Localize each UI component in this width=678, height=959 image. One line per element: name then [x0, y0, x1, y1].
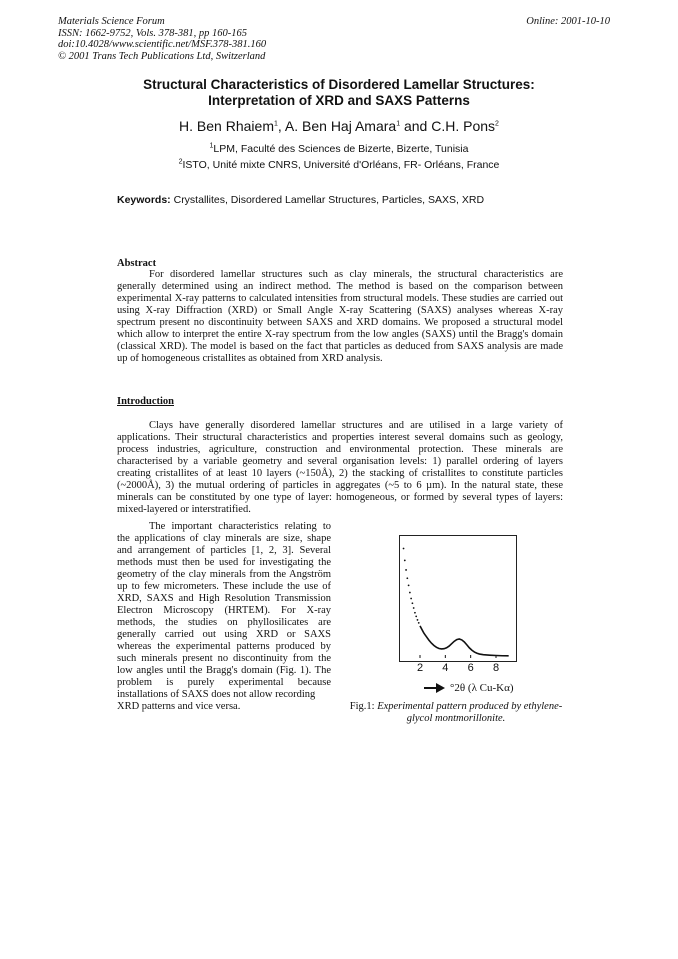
affiliation [110, 143, 568, 155]
paragraph-text: Clays have generally disordered lamellar structures and are utilised in a large variety of applications. Their structural characteristics and properties interest several domains such as geology, process industries, agriculture, construction and environmental protection. These minerals are characterised by a variable geometry and several organisation levels: 1) parallel ordering of layers creating cristallites of at least 10 layers (~150Å), 2) the stacking of cristallites to constitute particles (~2000Å), 3) the mutual ordering of particles in aggregates (~5 to 6 µm). In the natural state, these minerals can be constituted by one type of layer: homogeneous, or formed by several types of layers: mixed-layered or interstratified. [117, 420, 563, 515]
x-axis-label [424, 682, 514, 694]
figure-caption [345, 701, 567, 725]
title-line-2: Interpretation of XRD and SAXS Patterns [208, 93, 470, 108]
doi-line: doi:10.4028/www.scientific.net/MSF.378-381.160 [58, 39, 267, 50]
x-tick-label: 6 [467, 662, 474, 674]
data-point [418, 622, 420, 624]
keywords-text: Crystallites, Disordered Lamellar Structures, Particles, SAXS, XRD [170, 194, 485, 206]
author-separator: and [400, 118, 432, 134]
abstract-heading: Abstract [117, 258, 157, 269]
caption-text: Experimental pattern produced by ethylene-glycol montmorillonite. [374, 701, 563, 724]
journal-name: Materials Science Forum [58, 16, 165, 27]
caption-label: Fig.1: [349, 701, 375, 712]
data-point [404, 560, 406, 562]
keywords-label: Keywords: [117, 194, 171, 206]
abstract-text: For disordered lamellar structures such as clay minerals, the structural characteristics are generally determined using an indirect method. The method is based on the comparison between experimental X-ray patterns to calculated intensities from structural models. These studies are carried out using X-ray Diffraction (XRD) or Small Angle X-ray Scattering (SAXS) analyses whereas X-ray spectrum present no discontinuity between SAXS and XRD domains. We proposed a structural model which allow to interpret the entire X-ray spectrum from the low angles (SAXS) until the Bragg's domain (classical XRD). The model is based on the fact that particles as deduced from SAXS analysis are made up of homogeneous cristallites as obtained from XRD analysis. [117, 269, 563, 364]
introduction-para-1 [117, 420, 563, 516]
paragraph-last-line: XRD patterns and vice versa. [117, 701, 241, 712]
paragraph-text: The important characteristics relating to the applications of clay minerals are size, shape and arrangement of particles [1, 2, 3]. Several methods must then be used for investigating the geometry of the clay minerals from the Angström up to few micrometers. These include the use of XRD, SAXS and High Resolution Transmission Electron Microscopy (HRTEM). For X-ray methods, the studies on phyllosilicates are generally carried out using XRD or SAXS whereas the experimental patterns produced by such minerals present no discontinuity from the low angles until the Bragg's domain (Fig. 1). The problem is purely experimental because installations of SAXS does not allow recording [117, 521, 331, 700]
online-date: Online: 2001-10-10 [526, 16, 610, 27]
x-tick-label: 8 [492, 662, 500, 674]
keywords [117, 194, 484, 206]
plot-area [403, 548, 509, 656]
data-point [408, 585, 410, 587]
series-line [420, 626, 509, 656]
x-axis-unit: °2θ (λ Cu-Kα) [450, 682, 514, 694]
title-line-1: Structural Characteristics of Disordered Lamellar Structures: [143, 77, 535, 92]
affiliation-sup: 1 [209, 142, 214, 150]
affiliation-text: LPM, Faculté des Sciences de Bizerte, Bizerte, Tunisia [213, 143, 469, 155]
x-tick-label: 2 [416, 662, 424, 674]
data-point [410, 598, 412, 600]
arrow-right-icon [424, 683, 446, 693]
data-point [409, 592, 411, 594]
author-name: A. Ben Haj Amara [284, 118, 397, 134]
author-affil-sup: 2 [495, 120, 499, 128]
introduction-para-2 [117, 521, 331, 713]
data-point [415, 615, 417, 617]
data-point [405, 569, 407, 571]
running-header [58, 16, 266, 62]
author-name: H. Ben Rhaiem [179, 118, 274, 134]
author-affil-sup: 1 [273, 120, 278, 128]
data-point [413, 607, 415, 609]
copyright-line: © 2001 Trans Tech Publications Ltd, Switzerland [58, 50, 266, 62]
data-point [403, 548, 405, 550]
abstract-body [117, 269, 563, 365]
data-point [406, 577, 408, 579]
data-point [412, 602, 414, 604]
author-name: C.H. Pons [431, 118, 496, 134]
paper-title [110, 77, 568, 109]
affiliation-sup: 2 [178, 158, 183, 166]
affiliation [110, 159, 568, 171]
author-separator: , [277, 118, 285, 134]
affiliation-text: ISTO, Unité mixte CNRS, Université d'Orléans, FR- Orléans, France [182, 159, 500, 171]
data-point [414, 612, 416, 614]
x-axis-ticks [417, 655, 499, 674]
xrd-pattern-chart [399, 535, 529, 685]
issn-line: ISSN: 1662-9752, Vols. 378-381, pp 160-165 [58, 27, 247, 39]
data-point [417, 619, 419, 621]
x-tick-label: 4 [442, 662, 449, 674]
author-list [110, 118, 568, 134]
introduction-heading: Introduction [117, 396, 174, 407]
author-affil-sup: 1 [396, 120, 401, 128]
